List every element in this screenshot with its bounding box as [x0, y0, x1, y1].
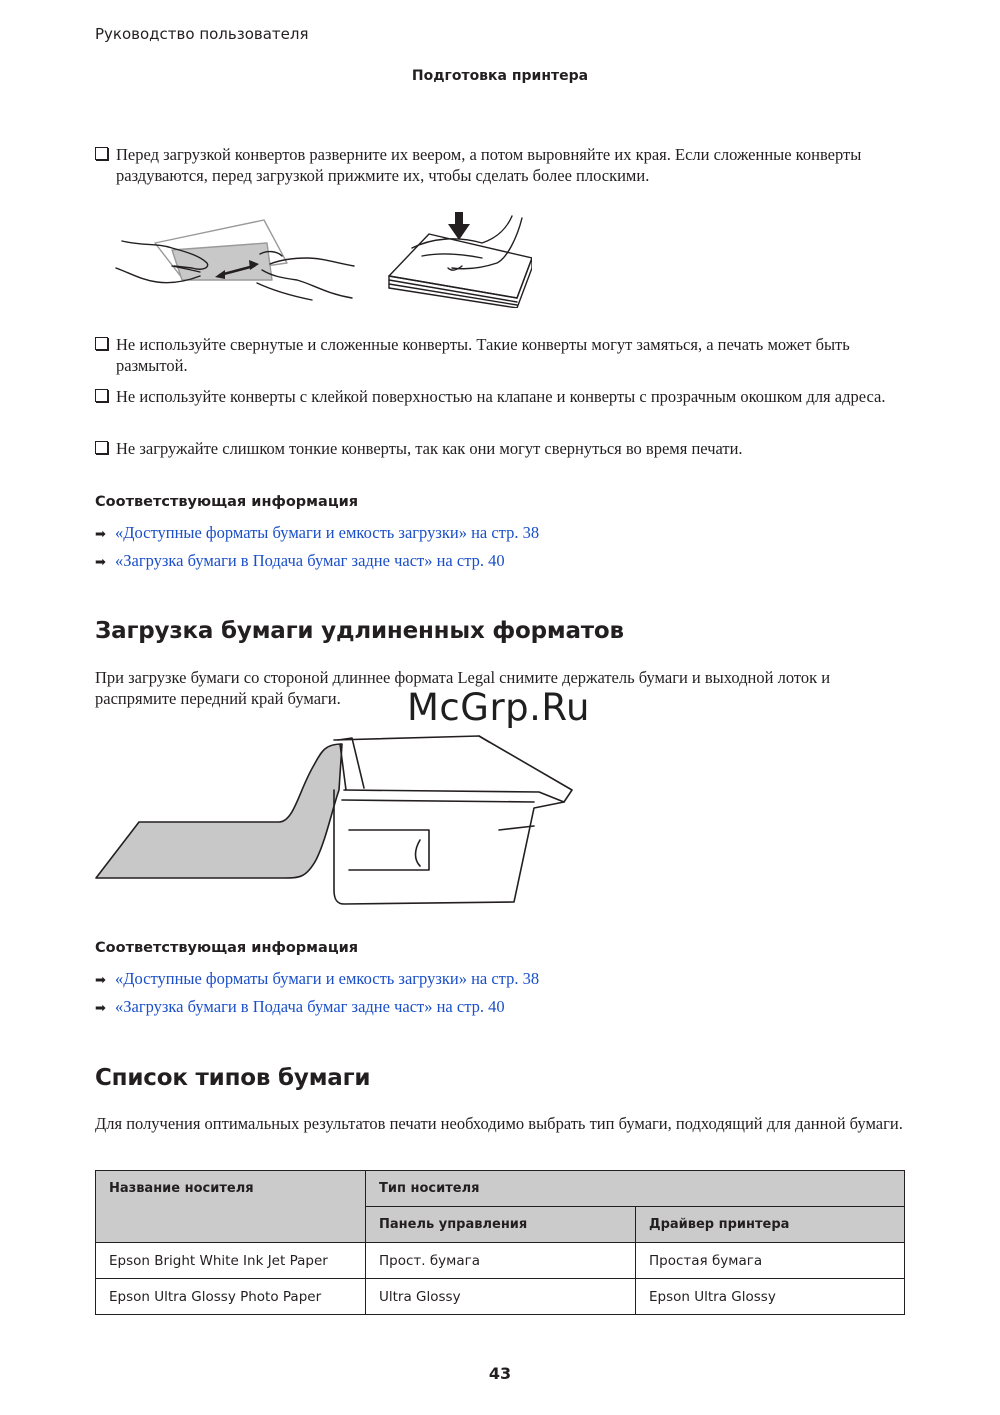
section-paragraph: При загрузке бумаги со стороной длиннее формата Legal снимите держатель бумаги и выходной лоток и распрямите передний край бумаги. — [95, 668, 831, 708]
table-cell-driver: Epson Ultra Glossy — [636, 1279, 905, 1315]
watermark: McGrp.Ru — [407, 686, 590, 729]
table-cell-panel: Ultra Glossy — [366, 1279, 636, 1315]
related-link-row — [95, 523, 539, 543]
related-link[interactable]: «Загрузка бумаги в Подача бумаг задне част» на стр. 40 — [115, 997, 505, 1016]
arrow-right-icon: ➡ — [95, 1001, 106, 1016]
envelope-handling-illustration — [112, 208, 532, 308]
arrow-right-icon: ➡ — [95, 527, 106, 542]
bullet-box-icon — [95, 389, 108, 402]
bullet-box-icon — [95, 441, 108, 454]
table-cell-panel: Прост. бумага — [366, 1243, 636, 1279]
arrow-right-icon: ➡ — [95, 973, 106, 988]
table-row — [96, 1243, 905, 1279]
bullet-item — [95, 334, 910, 376]
running-header: Руководство пользователя — [95, 25, 309, 43]
table-header-name: Название носителя — [96, 1171, 366, 1243]
section-header: Подготовка принтера — [411, 68, 589, 84]
bullet-box-icon — [95, 147, 108, 160]
related-link-row — [95, 969, 539, 989]
related-link[interactable]: «Доступные форматы бумаги и емкость загрузки» на стр. 38 — [115, 523, 540, 542]
table-cell-name: Epson Bright White Ink Jet Paper — [96, 1243, 366, 1279]
table-header-driver: Драйвер принтера — [636, 1207, 905, 1243]
page-number: 43 — [488, 1364, 512, 1383]
table-row — [96, 1279, 905, 1315]
section-heading: Загрузка бумаги удлиненных форматов — [95, 618, 624, 644]
related-info-title: Соответствующая информация — [95, 940, 359, 956]
related-link-row — [95, 997, 505, 1017]
related-link[interactable]: «Доступные форматы бумаги и емкость загрузки» на стр. 38 — [115, 969, 540, 988]
table-header-panel: Панель управления — [366, 1207, 636, 1243]
table-header-type: Тип носителя — [366, 1171, 905, 1207]
section-heading: Список типов бумаги — [95, 1065, 371, 1091]
bullet-box-icon — [95, 337, 108, 350]
table-cell-name: Epson Ultra Glossy Photo Paper — [96, 1279, 366, 1315]
bullet-item — [95, 144, 910, 186]
related-link[interactable]: «Загрузка бумаги в Подача бумаг задне част» на стр. 40 — [115, 551, 505, 570]
bullet-text: Не загружайте слишком тонкие конверты, так как они могут свернуться во время печати. — [116, 439, 743, 458]
bullet-item — [95, 438, 910, 459]
bullet-text: Не используйте свернутые и сложенные конверты. Такие конверты могут замяться, а печать может быть размытой. — [116, 335, 850, 375]
paper-types-table — [95, 1170, 905, 1315]
table-cell-driver: Простая бумага — [636, 1243, 905, 1279]
arrow-right-icon: ➡ — [95, 555, 106, 570]
bullet-text: Не используйте конверты с клейкой поверхностью на клапане и конверты с прозрачным окошком для адреса. — [116, 387, 886, 406]
bullet-text: Перед загрузкой конвертов разверните их веером, а потом выровняйте их края. Если сложенные конверты раздуваются, перед загрузкой прижмите их, чтобы сделать более плоскими. — [116, 145, 862, 185]
section-paragraph: Для получения оптимальных результатов печати необходимо выбрать тип бумаги, подходящий для данной бумаги. — [95, 1114, 903, 1133]
printer-long-paper-illustration — [94, 730, 574, 910]
bullet-item — [95, 386, 910, 407]
related-info-title: Соответствующая информация — [95, 494, 359, 510]
related-link-row — [95, 551, 505, 571]
